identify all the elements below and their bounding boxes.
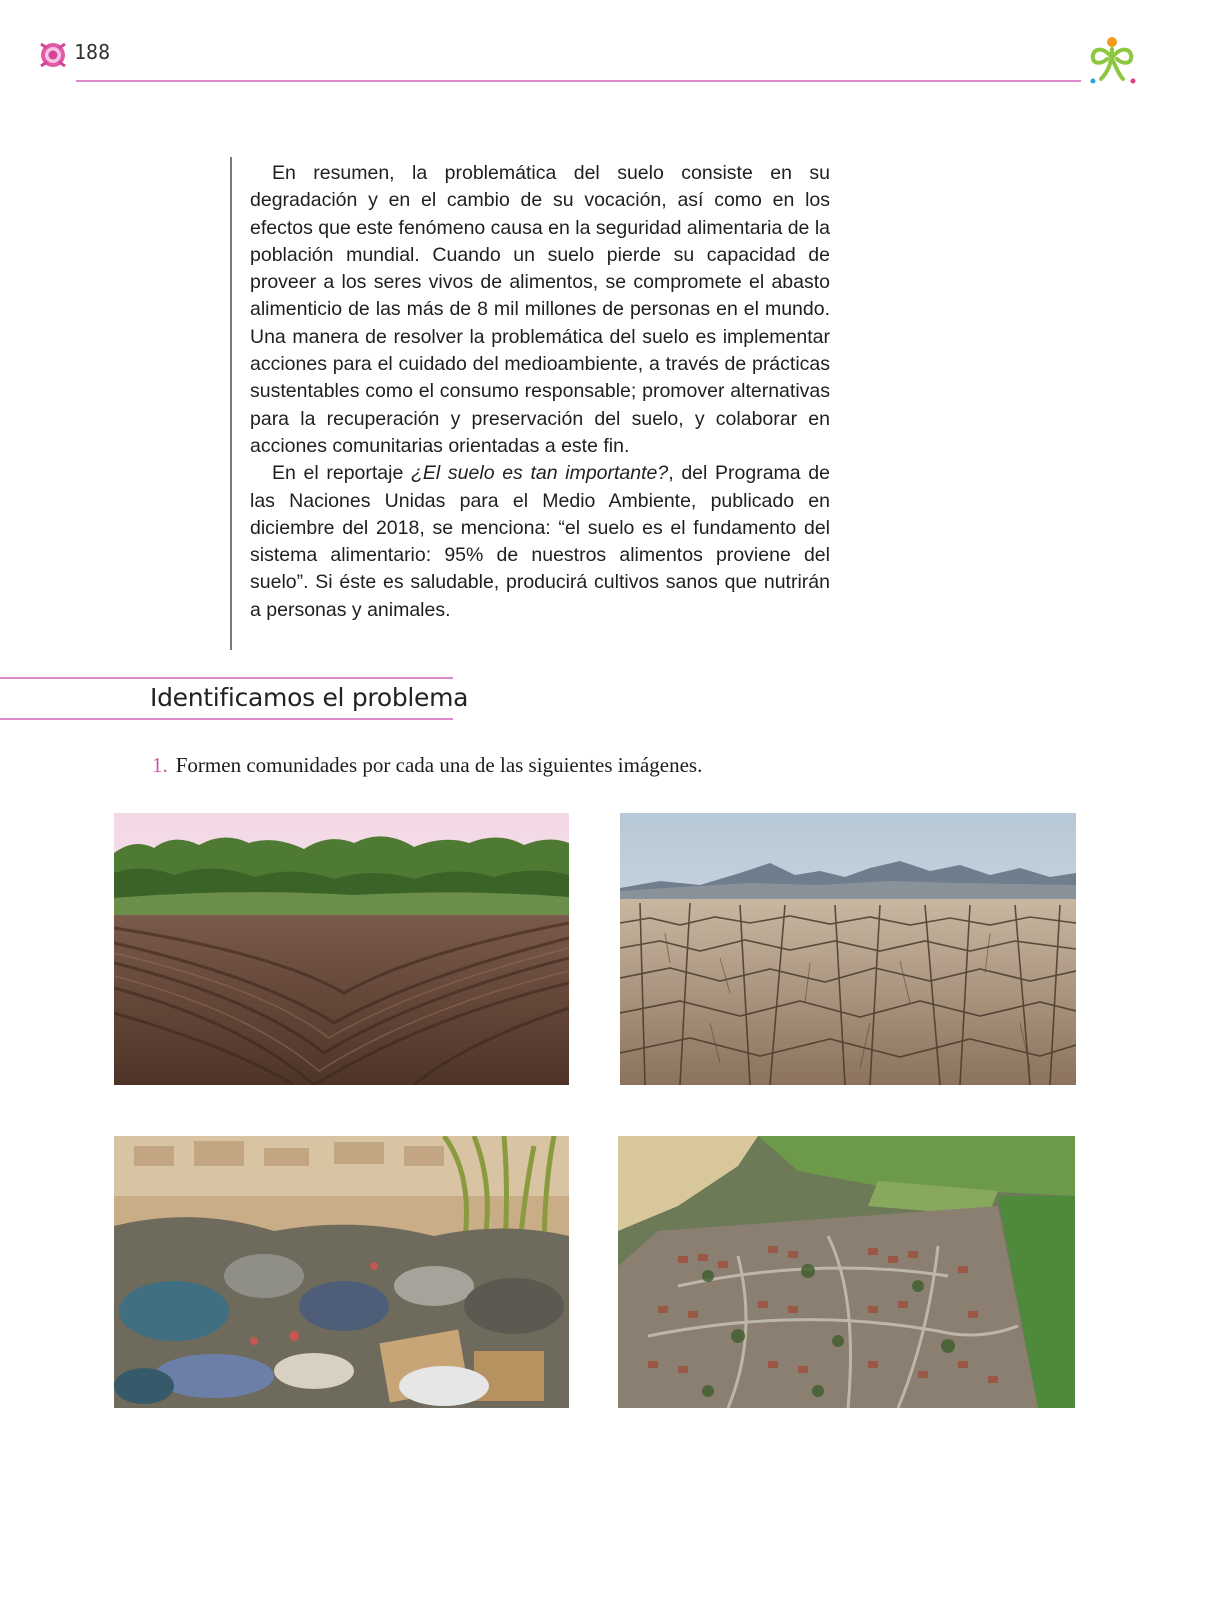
paragraph-report — [250, 460, 830, 624]
section-title: Identificamos el problema — [150, 683, 469, 712]
header-divider — [76, 80, 1081, 82]
section-rule-bottom — [0, 718, 453, 720]
report-title: ¿El suelo es tan importante? — [411, 462, 669, 485]
activity-instruction — [152, 753, 702, 778]
report-quote: , del Programa de las Naciones Unidas para el Medio Ambiente, publicado en diciembre del 2018, se menciona: “el suelo es el fundamento del sistema alimentario: 95% de nuestros alimentos proviene del suelo”. Si éste es saludable, producirá cultivos sanos que nutrirán a personas y animales. — [250, 462, 830, 621]
flower-ornament-icon — [38, 40, 68, 70]
aerial-suburb-photo — [618, 1136, 1075, 1408]
activity-number: 1. — [152, 753, 168, 777]
body-text-block — [250, 160, 830, 624]
page-number: 188 — [74, 40, 111, 64]
activity-text: Formen comunidades por cada una de las siguientes imágenes. — [175, 753, 703, 777]
plowed-field-photo — [114, 813, 569, 1085]
garbage-dump-photo — [114, 1136, 569, 1408]
cracked-dry-soil-photo — [620, 813, 1076, 1085]
quote-sidebar-line — [230, 157, 232, 650]
section-rule-top — [0, 677, 453, 679]
leaf-figure-logo-icon — [1085, 35, 1140, 85]
paragraph-summary: En resumen, la problemática del suelo consiste en su degradación y en el cambio de su vocación, así como en los efectos que este fenómeno causa en la seguridad alimentaria de la población mundial. Cuando un suelo pierde su capacidad de proveer a los seres vivos de alimentos, se compromete el abasto alimenticio de las más de 8 mil millones de personas en el mundo. Una manera de resolver la problemática del suelo es implementar acciones para el cuidado del medioambiente, a través de prácticas sustentables como el consumo responsable; promover alternativas para la recuperación y preservación del suelo, y colaborar en acciones comunitarias orientadas a este fin. — [250, 162, 830, 457]
report-intro: En el reportaje — [272, 462, 411, 485]
